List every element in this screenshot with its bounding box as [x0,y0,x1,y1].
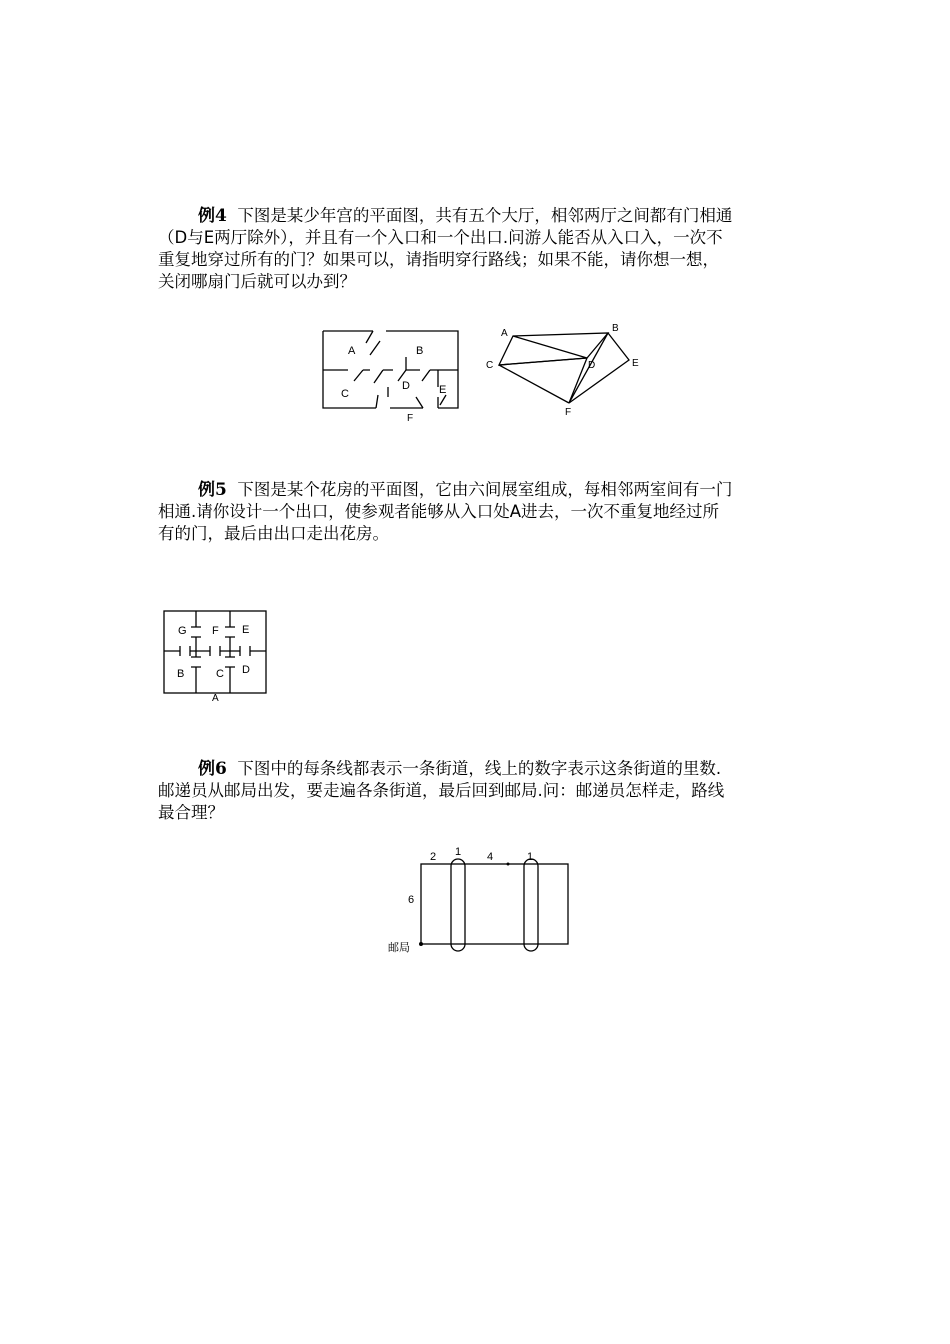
room-label-c: C [216,668,224,680]
room-label-e: E [242,624,250,636]
example4-text [158,205,808,293]
example5-line3: 有的门，最后由出口走出花房。 [158,524,389,543]
floor-label-b: B [416,345,424,357]
floor-label-e: E [439,384,447,396]
example5-line1: 下图是某个花房的平面图，它由六间展室组成，每相邻两室间有一门 [237,480,733,499]
graph-label-e: E [632,358,639,369]
example6-label: 例6 [198,759,227,779]
room-label-g: G [178,625,187,637]
graph-label-d: D [588,360,596,371]
example5-floor-plan [158,605,273,705]
example6-line3: 最合理？ [158,803,224,822]
floor-label-a: A [348,345,356,357]
example5-text [158,479,808,545]
example5-line2: 相通.请你设计一个出口，使参观者能够从入口处A进去，一次不重复地经过所 [158,502,720,521]
post-office-label: 邮局 [388,942,410,954]
example4-line4: 关闭哪扇门后就可以办到？ [158,272,356,291]
example6-line1: 下图中的每条线都表示一条街道，线上的数字表示这条街道的里数. [237,759,722,778]
room-label-d: D [242,664,250,676]
street-number-left-loop: 1 [455,846,462,858]
example4-line1: 下图是某少年宫的平面图，共有五个大厅，相邻两厅之间都有门相通 [237,206,733,225]
floor-label-d: D [402,380,410,392]
example4-floor-plan [318,325,468,425]
street-number-right-loop: 1 [527,851,534,863]
post-office-dot [419,942,423,946]
floor-label-c: C [341,388,349,400]
example6-line2: 邮递员从邮局出发，要走遍各条街道，最后回到邮局.问：邮递员怎样走，路线 [158,781,725,800]
floor-label-f: F [407,413,414,424]
room-label-a: A [212,693,219,704]
example6-text [158,758,808,824]
example4-line2: （D与E两厅除外），并且有一个入口和一个出口.问游人能否从入口入，一次不 [158,228,723,247]
graph-label-a: A [501,328,508,339]
example4-graph [485,320,645,420]
street-number-top-middle: 4 [487,851,494,863]
example5-label: 例5 [198,480,227,500]
room-label-f: F [212,625,219,637]
graph-label-f: F [565,407,572,418]
graph-label-b: B [612,323,619,334]
street-number-top-left: 2 [430,851,437,863]
example4-line3: 重复地穿过所有的门？如果可以，请指明穿行路线；如果不能，请你想一想， [158,250,719,269]
example4-label: 例4 [198,206,227,226]
example6-street-map [385,843,575,958]
graph-label-c: C [486,360,494,371]
room-label-b: B [177,668,185,680]
street-number-left-side: 6 [408,894,415,906]
